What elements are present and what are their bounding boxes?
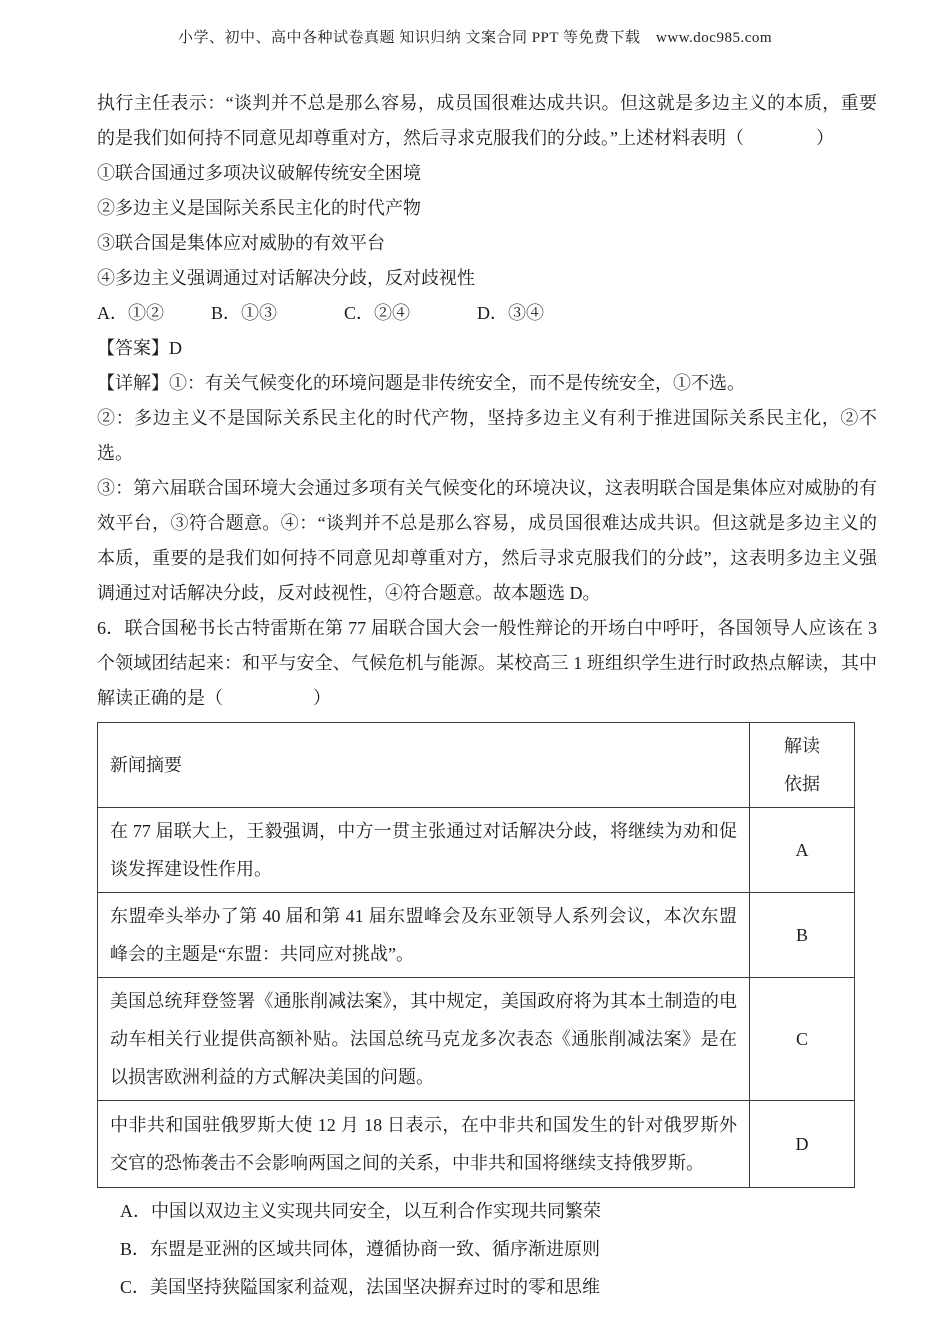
q6-choice-a: A．中国以双边主义实现共同安全，以互利合作实现共同繁荣: [120, 1201, 601, 1221]
table-row: [98, 808, 855, 893]
table-header-basis: [750, 723, 855, 808]
q5-item-1: ①联合国通过多项决议破解传统安全困境: [97, 163, 421, 183]
table-cell-key-d: D: [750, 1101, 855, 1188]
table-cell-news-d: 中非共和国驻俄罗斯大使 12 月 18 日表示，在中非共和国发生的针对俄罗斯外交官的恐怖袭击不会影响两国之间的关系，中非共和国将继续支持俄罗斯。: [98, 1101, 750, 1188]
q5-analysis-p2: ②：多边主义不是国际关系民主化的时代产物，坚持多边主义有利于推进国际关系民主化，②不选。: [97, 408, 877, 463]
table-cell-news-c: 美国总统拜登签署《通胀削减法案》，其中规定，美国政府将为其本土制造的电动车相关行业提供高额补贴。法国总统马克龙多次表态《通胀削减法案》是在以损害欧洲利益的方式解决美国的问题。: [98, 978, 750, 1101]
table-header-news: 新闻摘要: [98, 723, 750, 808]
q6-choice-b: B．东盟是亚洲的区域共同体，遵循协商一致、循序渐进原则: [120, 1239, 601, 1259]
q5-answer-line: [97, 331, 877, 366]
q5-answer-value: D: [169, 338, 182, 358]
q6-stem: 6．联合国秘书长古特雷斯在第 77 届联合国大会一般性辩论的开场白中呼吁，各国领导人应该在 3 个领域团结起来：和平与安全、气候危机与能源。某校高三 1 班组织学生进行时政热点解读，其中解读正确的是（ ）: [97, 618, 877, 708]
q5-choice-a: A．①②: [97, 303, 164, 323]
q6-choices: [97, 1192, 877, 1306]
site-header-watermark: 小学、初中、高中各种试卷真题 知识归纳 文案合同 PPT 等免费下载 www.doc985.com: [177, 30, 773, 46]
q5-item-4: ④多边主义强调通过对话解决分歧，反对歧视性: [97, 268, 475, 288]
table-cell-news-b: 东盟牵头举办了第 40 届和第 41 届东盟峰会及东亚领导人系列会议，本次东盟峰会的主题是“东盟：共同应对挑战”。: [98, 893, 750, 978]
table-header-basis-line2: 依据: [784, 774, 820, 794]
document-body: [97, 86, 877, 1306]
table-header-basis-line1: 解读: [784, 736, 820, 756]
table-row: [98, 893, 855, 978]
q5-answer-label: 【答案】: [97, 338, 169, 358]
q5-analysis-text-1: ①：有关气候变化的环境问题是非传统安全，而不是传统安全，①不选。: [169, 373, 745, 393]
table-cell-key-b: B: [750, 893, 855, 978]
table-cell-key-a: A: [750, 808, 855, 893]
q6-choice-c: C．美国坚持狭隘国家利益观，法国坚决摒弃过时的零和思维: [120, 1277, 601, 1297]
q5-analysis-p3: ③：第六届联合国环境大会通过多项有关气候变化的环境决议，这表明联合国是集体应对威胁的有效平台，③符合题意。④：“谈判并不总是那么容易，成员国很难达成共识。但这就是多边主义的本质，重要的是我们如何持不同意见却尊重对方，然后寻求克服我们的分歧”，这表明多边主义强调通过对话解决分歧，反对歧视性，④符合题意。故本题选 D。: [97, 478, 877, 603]
q5-choice-b: B．①③: [211, 303, 278, 323]
q5-item-2: ②多边主义是国际关系民主化的时代产物: [97, 198, 421, 218]
table-row: [98, 1101, 855, 1188]
table-cell-news-a: 在 77 届联大上，王毅强调，中方一贯主张通过对话解决分歧，将继续为劝和促谈发挥建设性作用。: [98, 808, 750, 893]
q5-item-3: ③联合国是集体应对威胁的有效平台: [97, 233, 385, 253]
q5-analysis-label: 【详解】: [97, 373, 169, 393]
table-header-row: [98, 723, 855, 808]
q5-analysis-p1: [97, 366, 877, 401]
q5-choice-row: [97, 296, 877, 331]
q6-analysis-table: [97, 722, 855, 1188]
table-row: [98, 978, 855, 1101]
q5-stem: 执行主任表示：“谈判并不总是那么容易，成员国很难达成共识。但这就是多边主义的本质，重要的是我们如何持不同意见却尊重对方，然后寻求克服我们的分歧。”上述材料表明（ ）: [97, 93, 877, 148]
q5-choice-c: C．②④: [344, 303, 411, 323]
q5-choice-d: D．③④: [477, 303, 544, 323]
table-cell-key-c: C: [750, 978, 855, 1101]
